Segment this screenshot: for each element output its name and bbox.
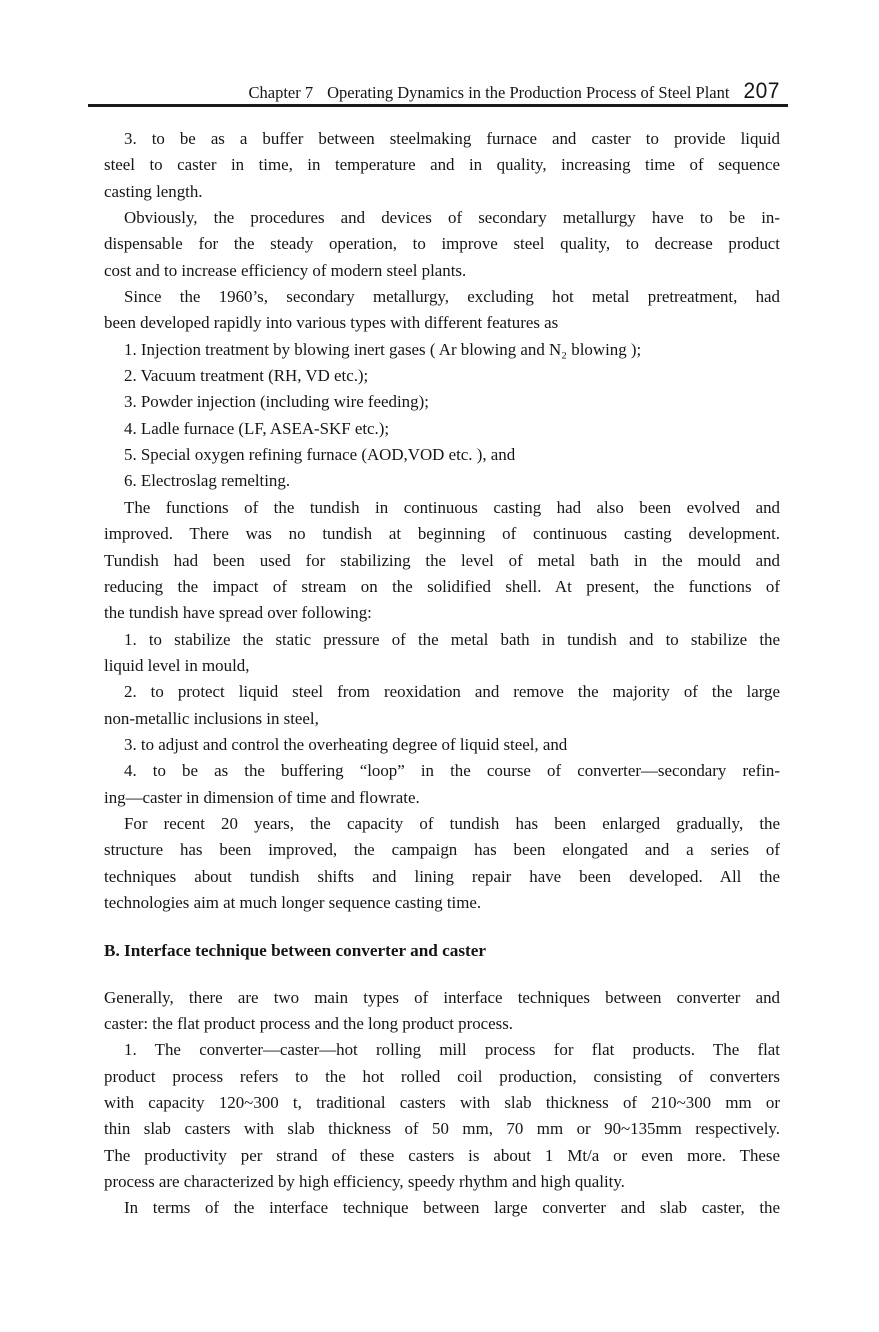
text-line: In terms of the interface technique between large converter and slab caster, the xyxy=(124,1198,780,1218)
text-line: dispensable for the steady operation, to improve steel quality, to decrease product xyxy=(104,234,780,254)
text-line: ing—caster in dimension of time and flowrate. xyxy=(104,787,420,807)
paragraph xyxy=(104,758,780,811)
paragraph xyxy=(104,126,780,205)
text-line: thin slab casters with slab thickness of 50 mm, 70 mm or 90~135mm respectively. xyxy=(104,1119,780,1139)
text-line: technologies aim at much longer sequence casting time. xyxy=(104,892,482,912)
text-line: Tundish had been used for stabilizing the level of metal bath in the mould and xyxy=(104,550,780,570)
text-line: Since the 1960’s, secondary metallurgy, excluding hot metal pretreatment, had xyxy=(124,287,780,307)
section-heading: B. Interface technique between converter and caster xyxy=(104,941,487,961)
paragraph xyxy=(104,442,780,468)
text-line: For recent 20 years, the capacity of tundish has been enlarged gradually, the xyxy=(124,813,780,833)
text-line: 1. The converter—caster—hot rolling mill process for flat products. The flat xyxy=(124,1040,780,1060)
text-line: improved. There was no tundish at beginning of continuous casting development. xyxy=(104,524,780,544)
text-line: the tundish have spread over following: xyxy=(104,603,372,623)
text-line: reducing the impact of stream on the solidified shell. At present, the functions of xyxy=(104,576,780,596)
text-line: Generally, there are two main types of interface techniques between converter and xyxy=(104,987,780,1007)
text-line: liquid level in mould, xyxy=(104,655,250,675)
paragraph xyxy=(104,732,780,758)
running-header xyxy=(104,80,780,104)
text-line: 4. Ladle furnace (LF, ASEA-SKF etc.); xyxy=(124,418,390,438)
text-line: caster: the flat product process and the long product process. xyxy=(104,1014,513,1033)
page-number: 207 xyxy=(743,79,780,104)
text-line: The functions of the tundish in continuous casting had also been evolved and xyxy=(124,497,780,517)
text-line: 3. to adjust and control the overheating degree of liquid steel, and xyxy=(124,734,568,754)
text-line: process are characterized by high efficiency, speedy rhythm and high quality. xyxy=(104,1172,625,1192)
text-line: Obviously, the procedures and devices of secondary metallurgy have to be in- xyxy=(124,208,780,228)
chapter-label: Chapter 7 xyxy=(248,83,314,102)
chapter-title: Operating Dynamics in the Production Process of Steel Plant xyxy=(327,83,730,102)
paragraph xyxy=(104,337,780,363)
text-line: 2. Vacuum treatment (RH, VD etc.); xyxy=(124,366,369,386)
paragraph xyxy=(104,284,780,337)
text-line: 1. Injection treatment by blowing inert gases ( Ar blowing and N₂ blowing ); xyxy=(124,339,642,359)
text-line: The productivity per strand of these casters is about 1 Mt/a or even more. These xyxy=(104,1145,780,1165)
paragraph xyxy=(104,627,780,680)
text-line: 1. to stabilize the static pressure of the metal bath in tundish and to stabilize the xyxy=(124,629,780,649)
text-line: techniques about tundish shifts and lining repair have been developed. All the xyxy=(104,866,780,886)
text-line: 4. to be as the buffering “loop” in the course of converter—secondary refin- xyxy=(124,761,780,781)
paragraph xyxy=(104,679,780,732)
text-line: 5. Special oxygen refining furnace (AOD,VOD etc. ), and xyxy=(124,445,516,465)
text-line: with capacity 120~300 t, traditional casters with slab thickness of 210~300 mm or xyxy=(104,1093,780,1113)
paragraph xyxy=(104,985,780,1038)
text-line: casting length. xyxy=(104,181,203,201)
paragraph xyxy=(104,1037,780,1195)
text-line: cost and to increase efficiency of modern steel plants. xyxy=(104,260,467,280)
paragraph xyxy=(104,416,780,442)
text-line: 2. to protect liquid steel from reoxidation and remove the majority of the large xyxy=(124,682,780,702)
page-body xyxy=(104,126,780,1222)
text-line: steel to caster in time, in temperature and in quality, increasing time of sequence xyxy=(104,155,780,175)
text-line: non-metallic inclusions in steel, xyxy=(104,708,319,728)
paragraph xyxy=(104,205,780,284)
text-line: product process refers to the hot rolled coil production, consisting of converters xyxy=(104,1066,780,1086)
paragraph xyxy=(104,468,780,494)
text-line: structure has been improved, the campaign has been elongated and a series of xyxy=(104,840,780,860)
paragraph xyxy=(104,495,780,627)
text-line: been developed rapidly into various types with different features as xyxy=(104,313,559,333)
text-line: 3. Powder injection (including wire feeding); xyxy=(124,392,429,412)
paragraph xyxy=(104,1195,780,1221)
text-line: 6. Electroslag remelting. xyxy=(124,471,291,491)
header-rule xyxy=(88,104,788,107)
paragraph xyxy=(104,389,780,415)
paragraph xyxy=(104,363,780,389)
paragraph xyxy=(104,811,780,916)
text-line: 3. to be as a buffer between steelmaking furnace and caster to provide liquid xyxy=(124,129,780,148)
